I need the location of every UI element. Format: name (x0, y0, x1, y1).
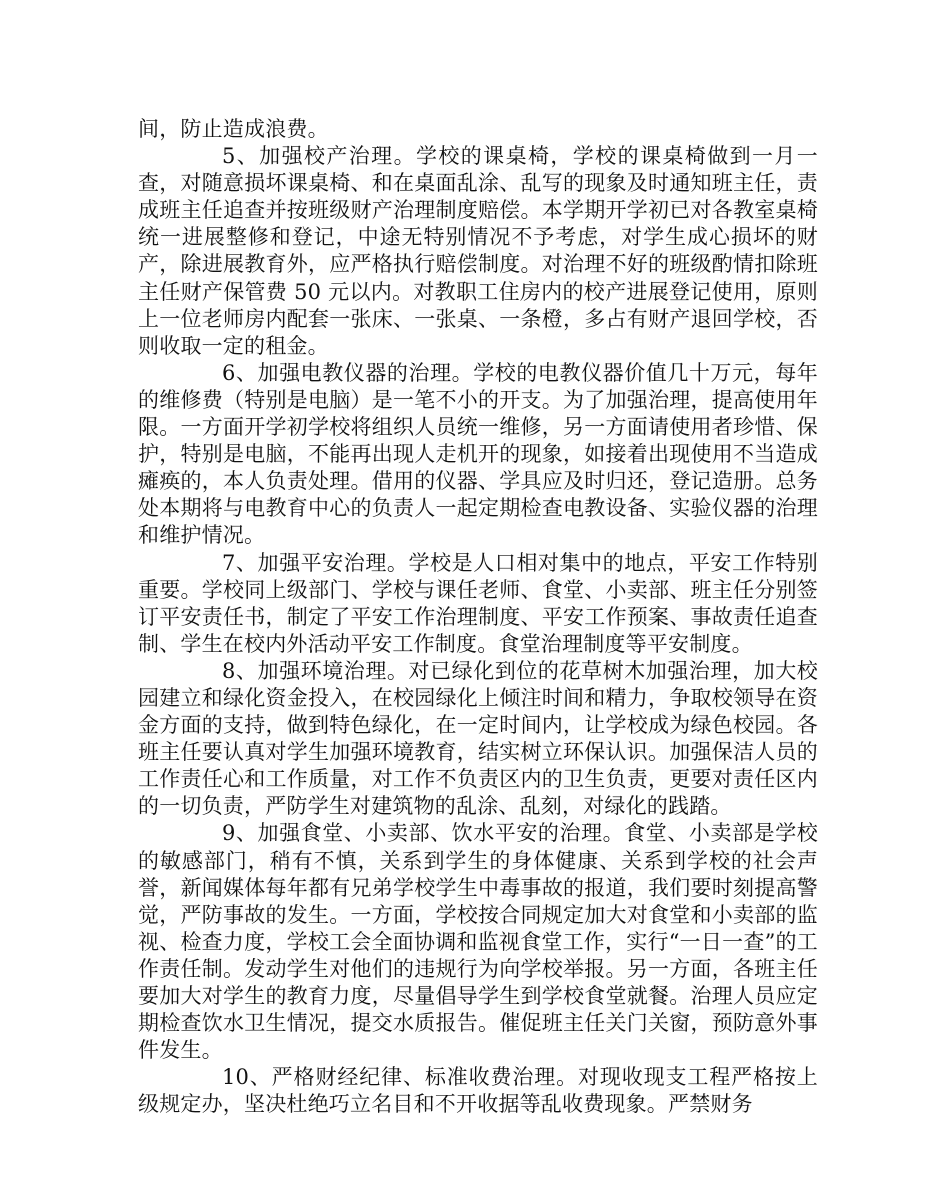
paragraph-item-6: 6、加强电教仪器的治理。学校的电教仪器价值几十万元，每年的维修费（特别是电脑）是一笔不小的开支。为了加强治理，提高使用年限。一方面开学初学校将组织人员统一维修，另一方面请使用者珍惜、保护，特别是电脑，不能再出现人走机开的现象，如接着出现使用不当造成瘫痪的，本人负责处理。借用的仪器、学具应及时归还，登记造册。总务处本期将与电教育中心的负责人一起定期检查电教设备、实验仪器的治理和维护情况。 (138, 360, 818, 548)
paragraph-item-9: 9、加强食堂、小卖部、饮水平安的治理。食堂、小卖部是学校的敏感部门，稍有不慎，关系到学生的身体健康、关系到学校的社会声誉，新闻媒体每年都有兄弟学校学生中毒事故的报道，我们要时刻提高警觉，严防事故的发生。一方面，学校按合同规定加大对食堂和小卖部的监视、检查力度，学校工会全面协调和监视食堂工作，实行“一日一查”的工作责任制。发动学生对他们的违规行为向学校举报。另一方面，各班主任要加大对学生的教育力度，尽量倡导学生到学校食堂就餐。治理人员应定期检查饮水卫生情况，提交水质报告。催促班主任关门关窗，预防意外事件发生。 (138, 821, 818, 1063)
paragraph-item-10: 10、严格财经纪律、标准收费治理。对现收现支工程严格按上级规定办，坚决杜绝巧立名目和不开收据等乱收费现象。严禁财务 (138, 1065, 818, 1117)
paragraph-item-7: 7、加强平安治理。学校是人口相对集中的地点，平安工作特别重要。学校同上级部门、学校与课任老师、食堂、小卖部、班主任分别签订平安责任书，制定了平安工作治理制度、平安工作预案、事故责任追查制、学生在校内外活动平安工作制度。食堂治理制度等平安制度。 (138, 550, 818, 656)
paragraph-item-5: 5、加强校产治理。学校的课桌椅，学校的课桌椅做到一月一查，对随意损坏课桌椅、和在桌面乱涂、乱写的现象及时通知班主任，责成班主任追查并按班级财产治理制度赔偿。本学期开学初已对各教室桌椅统一进展整修和登记，中途无特别情况不予考虑，对学生成心损坏的财产，除进展教育外，应严格执行赔偿制度。对治理不好的班级酌情扣除班主任财产保管费 50 元以内。对教职工住房内的校产进展登记使用，原则上一位老师房内配套一张床、一张桌、一条橙，多占有财产退回学校，否则收取一定的租金。 (138, 144, 818, 358)
document-body (138, 116, 818, 1118)
paragraph-continuation: 间，防止造成浪费。 (138, 117, 329, 141)
paragraph-item-8: 8、加强环境治理。对已绿化到位的花草树木加强治理，加大校园建立和绿化资金投入，在校园绿化上倾注时间和精力，争取校领导在资金方面的支持，做到特色绿化，在一定时间内，让学校成为绿色校园。各班主任要认真对学生加强环境教育，结实树立环保认识。加强保洁人员的工作责任心和工作质量，对工作不负责区内的卫生负责，更要对责任区内的一切负责，严防学生对建筑物的乱涂、乱刻，对绿化的践踏。 (138, 658, 818, 819)
